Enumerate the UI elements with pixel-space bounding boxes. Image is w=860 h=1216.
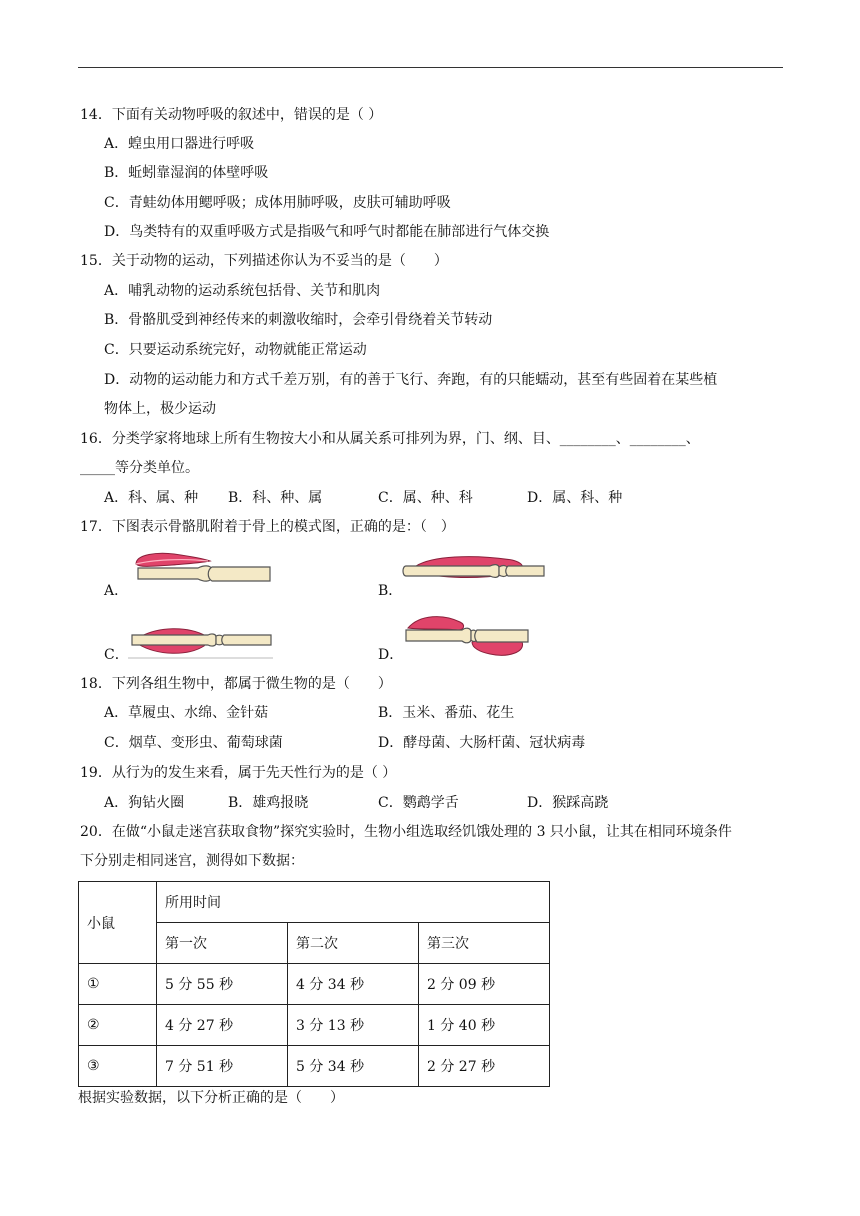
q18-option-a: A．草履虫、水绵、金针菇 (104, 705, 269, 721)
q17-stem: 17．下图表示骨骼肌附着于骨上的模式图，正确的是：（ ） (80, 519, 455, 535)
table-header-time: 所用时间 (157, 882, 550, 923)
q17-option-a: A． (104, 583, 129, 599)
q18-option-d: D．酵母菌、大肠杆菌、冠状病毒 (378, 735, 586, 751)
q18-option-b: B．玉米、番茄、花生 (378, 705, 515, 721)
q18-stem: 18．下列各组生物中，都属于微生物的是（ ） (80, 676, 392, 692)
table-cell-id: ③ (79, 1046, 157, 1087)
q16-option-d: D．属、科、种 (527, 490, 623, 506)
table-cell: 5 分 55 秒 (157, 964, 288, 1005)
q16-option-b: B．科、种、属 (228, 490, 323, 506)
table-col-third: 第三次 (419, 923, 550, 964)
table-cell: 2 分 27 秒 (419, 1046, 550, 1087)
table-cell-id: ① (79, 964, 157, 1005)
q16-option-c: C．属、种、科 (378, 490, 473, 506)
table-col-second: 第二次 (288, 923, 419, 964)
table-cell: 4 分 34 秒 (288, 964, 419, 1005)
table-col-first: 第一次 (157, 923, 288, 964)
q20-follow-up: 根据实验数据，以下分析正确的是（ ） (78, 1090, 344, 1106)
q19-option-b: B．雄鸡报晓 (228, 795, 309, 811)
table-row (79, 1046, 550, 1087)
q15-option-a: A．哺乳动物的运动系统包括骨、关节和肌肉 (104, 283, 381, 299)
q18-option-c: C．烟草、变形虫、葡萄球菌 (104, 735, 283, 751)
q17-option-c: C． (104, 647, 129, 663)
q20-stem: 20．在做“小鼠走迷宫获取食物”探究实验时，生物小组选取经饥饿处理的 3 只小鼠，让其在相同环境条件 (80, 824, 732, 840)
q14-option-d: D．鸟类特有的双重呼吸方式是指吸气和呼气时都能在肺部进行气体交换 (104, 224, 550, 240)
header-rule (78, 67, 783, 68)
q17-figure-c (128, 622, 273, 660)
q14-stem: 14．下面有关动物呼吸的叙述中，错误的是（ ） (80, 107, 383, 123)
table-cell: 1 分 40 秒 (419, 1005, 550, 1046)
q17-figure-b (402, 548, 547, 588)
table-cell-id: ② (79, 1005, 157, 1046)
q14-option-a: A．蝗虫用口器进行呼吸 (104, 136, 255, 152)
q16-stem: 16．分类学家将地球上所有生物按大小和从属关系可排列为界，门、纲、目、________、________、 (80, 431, 700, 447)
q17-option-d: D． (378, 647, 404, 663)
q19-option-a: A．狗钻火圈 (104, 795, 185, 811)
q19-option-c: C．鹦鹉学舌 (378, 795, 459, 811)
q16-stem-cont: _____等分类单位。 (80, 460, 199, 476)
q14-option-c: C．青蛙幼体用鳃呼吸；成体用肺呼吸，皮肤可辅助呼吸 (104, 195, 451, 211)
table-header-mouse: 小鼠 (79, 882, 157, 964)
q15-option-b: B．骨骼肌受到神经传来的刺激收缩时，会牵引骨绕着关节转动 (104, 312, 493, 328)
table-cell: 4 分 27 秒 (157, 1005, 288, 1046)
maze-data-table (78, 881, 550, 1087)
q17-figure-d (402, 612, 532, 658)
q19-stem: 19．从行为的发生来看，属于先天性行为的是（ ） (80, 765, 397, 781)
q15-option-d-cont: 物体上，极少运动 (104, 401, 216, 417)
q17-option-b: B． (378, 583, 403, 599)
q14-option-b: B．蚯蚓靠湿润的体壁呼吸 (104, 165, 269, 181)
q20-stem-cont: 下分别走相同迷宫，测得如下数据： (80, 853, 304, 869)
q17-figure-a (132, 548, 272, 588)
table-cell: 2 分 09 秒 (419, 964, 550, 1005)
table-row (79, 1005, 550, 1046)
q19-option-d: D．猴踩高跷 (527, 795, 609, 811)
q16-option-a: A．科、属、种 (104, 490, 199, 506)
table-cell: 7 分 51 秒 (157, 1046, 288, 1087)
q15-option-c: C．只要运动系统完好，动物就能正常运动 (104, 342, 367, 358)
table-cell: 5 分 34 秒 (288, 1046, 419, 1087)
table-cell: 3 分 13 秒 (288, 1005, 419, 1046)
table-row (79, 964, 550, 1005)
q15-stem: 15．关于动物的运动，下列描述你认为不妥当的是（ ） (80, 253, 448, 269)
q15-option-d: D．动物的运动能力和方式千差万别，有的善于飞行、奔跑，有的只能蠕动，甚至有些固着在某些植 (104, 372, 718, 388)
